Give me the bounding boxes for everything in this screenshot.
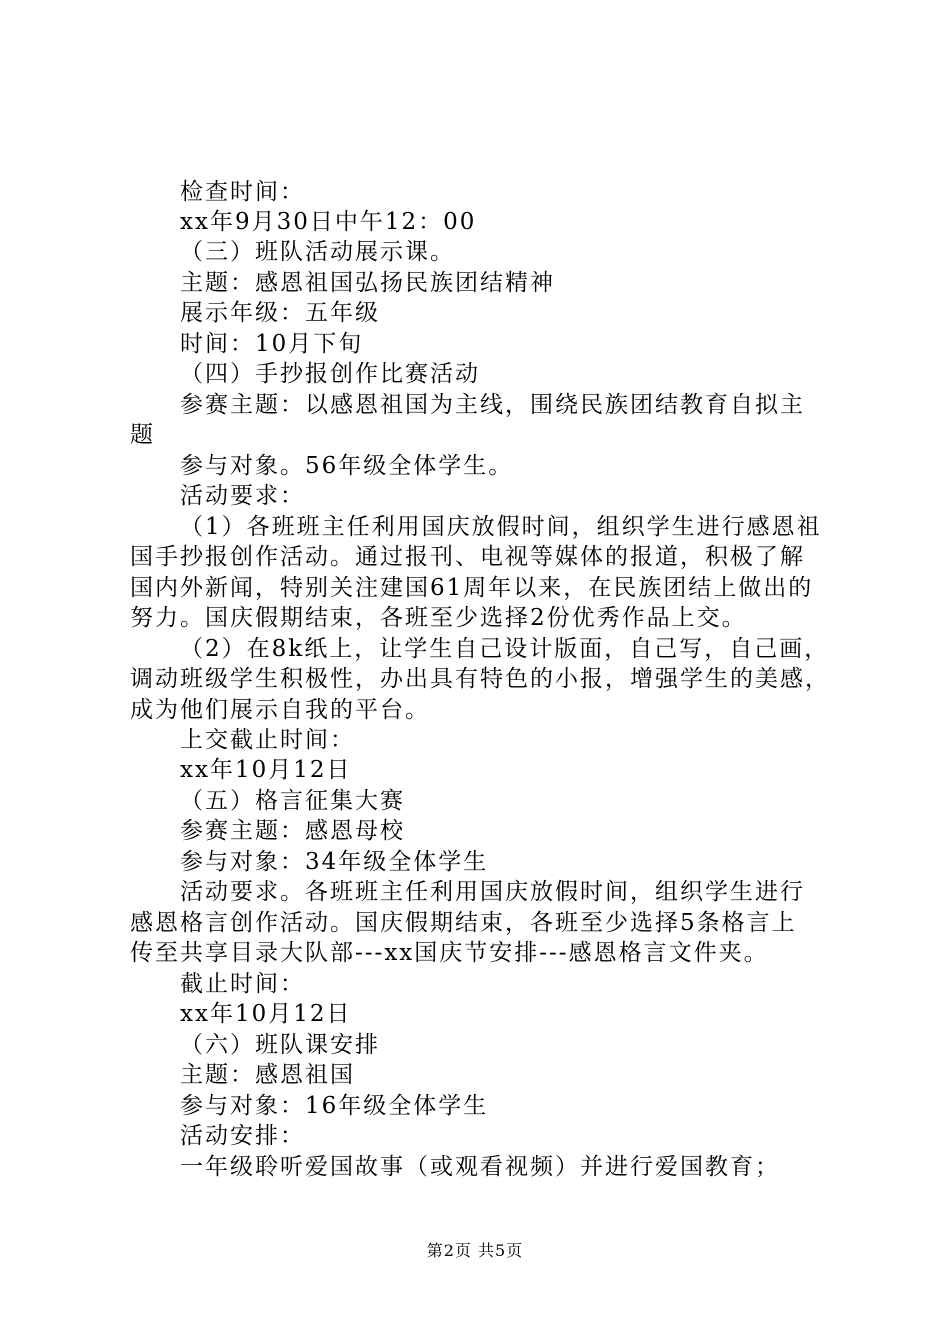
text-line: 参赛主题：感恩母校	[180, 818, 405, 844]
text-line: 主题：感恩祖国	[180, 1062, 355, 1088]
text-line: （2）在8k纸上，让学生自己设计版面，自己写，自己画，	[180, 636, 830, 662]
text-line: 调动班级学生积极性，办出具有特色的小报，增强学生的美感，	[130, 666, 830, 692]
text-line: （1）各班班主任利用国庆放假时间，组织学生进行感恩祖	[180, 514, 822, 540]
text-line: 国内外新闻，特别关注建国61周年以来，在民族团结上做出的	[130, 575, 814, 601]
text-line: 参与对象。56年级全体学生。	[180, 453, 514, 479]
text-line: 感恩格言创作活动。国庆假期结束，各班至少选择5条格言上	[130, 910, 797, 936]
text-line: 一年级聆听爱国故事（或观看视频）并进行爱国教育；	[180, 1154, 780, 1180]
text-line: 展示年级：五年级	[180, 300, 380, 326]
text-line: 国手抄报创作活动。通过报刊、电视等媒体的报道，积极了解	[130, 544, 805, 570]
text-line: 努力。国庆假期结束，各班至少选择2份优秀作品上交。	[130, 605, 747, 631]
text-line: 题	[130, 422, 155, 448]
text-line: xx年10月12日	[180, 757, 352, 783]
text-line: 检查时间：	[180, 179, 305, 205]
page-footer: 第2页 共5页	[426, 1241, 524, 1260]
text-line: 参赛主题：以感恩祖国为主线，围绕民族团结教育自拟主	[180, 392, 805, 418]
text-line: 成为他们展示自我的平台。	[130, 697, 430, 723]
text-line: 时间：10月下旬	[180, 331, 364, 357]
text-line: 截止时间：	[180, 971, 305, 997]
section-heading: （四）手抄报创作比赛活动	[180, 361, 480, 387]
section-heading: （三）班队活动展示课。	[180, 239, 455, 265]
text-line: 活动安排：	[180, 1123, 305, 1149]
text-line: 活动要求：	[180, 483, 305, 509]
text-line: 主题：感恩祖国弘扬民族团结精神	[180, 270, 555, 296]
text-line: xx年10月12日	[180, 1001, 352, 1027]
text-line: 参与对象：34年级全体学生	[180, 849, 489, 875]
section-heading: （六）班队课安排	[180, 1032, 380, 1058]
section-heading: （五）格言征集大赛	[180, 788, 405, 814]
text-line: 活动要求。各班班主任利用国庆放假时间，组织学生进行	[180, 879, 805, 905]
text-line: 传至共享目录大队部---xx国庆节安排---感恩格言文件夹。	[130, 940, 769, 966]
text-line: xx年9月30日中午12：00	[180, 209, 477, 235]
text-line: 参与对象：16年级全体学生	[180, 1093, 489, 1119]
text-line: 上交截止时间：	[180, 727, 355, 753]
